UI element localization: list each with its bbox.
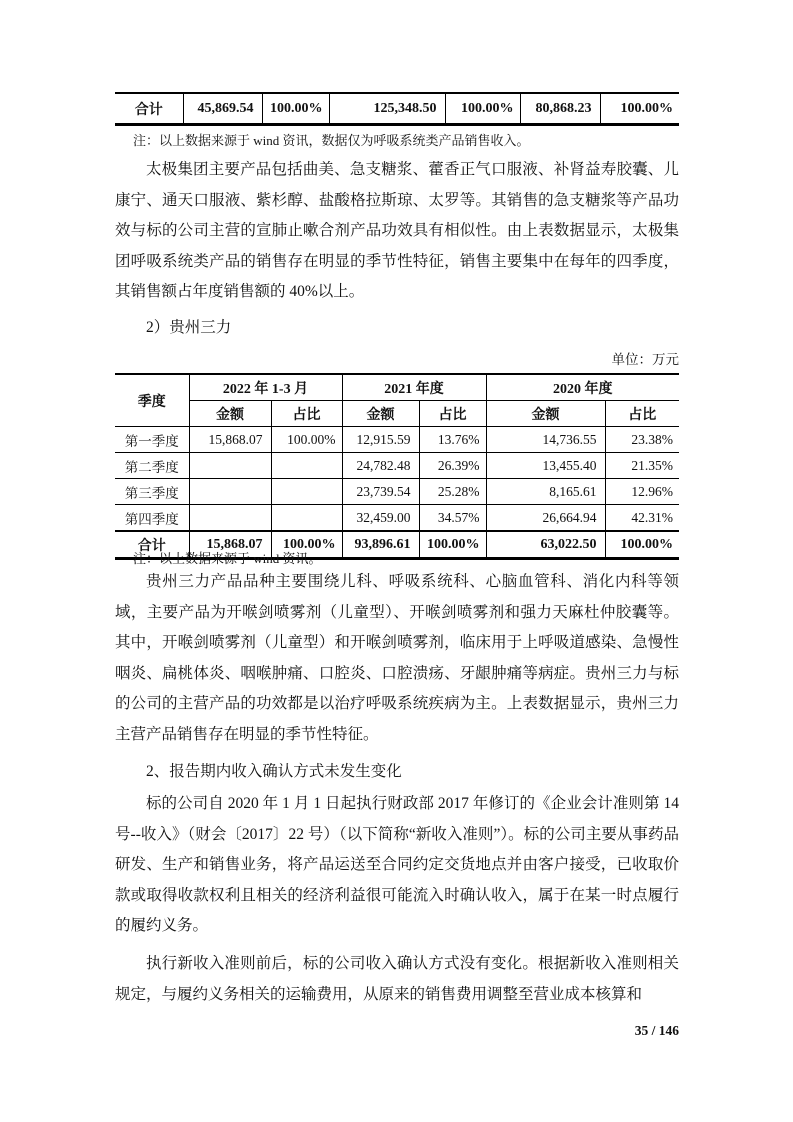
table-row xyxy=(115,505,679,532)
table-row xyxy=(115,453,679,479)
cell-ratio: 100.00% xyxy=(271,427,342,453)
cell-amount: 93,896.61 xyxy=(342,531,419,559)
cell-amount: 15,868.07 xyxy=(189,427,271,453)
cell-amount xyxy=(189,505,271,532)
paragraph-taiji: 太极集团主要产品包括曲美、急支糖浆、藿香正气口服液、补肾益寿胶囊、儿康宁、通天口服液、紫杉醇、盐酸格拉斯琼、太罗等。其销售的急支糖浆等产品功效与标的公司主营的宣肺止嗽合剂产品功效具有相似性。由上表数据显示，太极集团呼吸系统类产品的销售存在明显的季节性特征，销售主要集中在每年的四季度，其销售额占年度销售额的 40%以上。 xyxy=(115,161,679,301)
cell-ratio: 100.00% xyxy=(605,531,679,559)
cell-ratio: 100.00% xyxy=(271,531,342,559)
cell-amount: 26,664.94 xyxy=(486,505,605,532)
cell-amount: 15,868.07 xyxy=(189,531,271,559)
cell-ratio: 100.00% xyxy=(262,93,329,125)
table-row xyxy=(115,479,679,505)
header-quarter: 季度 xyxy=(115,374,189,427)
subheader-ratio: 占比 xyxy=(419,401,486,427)
unit-label: 单位：万元 xyxy=(611,352,679,367)
row-label: 合计 xyxy=(115,93,183,125)
cell-ratio: 13.76% xyxy=(419,427,486,453)
row-label: 第三季度 xyxy=(115,479,189,505)
header-period-2022: 2022 年 1-3 月 xyxy=(189,374,342,401)
cell-amount: 14,736.55 xyxy=(486,427,605,453)
taiji-total-table xyxy=(115,92,679,126)
guizhou-sanli-quarterly-table xyxy=(115,373,679,560)
paragraph-guizhou: 贵州三力产品品种主要围绕儿科、呼吸系统科、心脑血管科、消化内科等领域，主要产品为开喉剑喷雾剂（儿童型）、开喉剑喷雾剂和强力天麻杜仲胶囊等。其中，开喉剑喷雾剂（儿童型）和开喉剑喷雾剂，临床用于上呼吸道感染、急慢性咽炎、扁桃体炎、咽喉肿痛、口腔炎、口腔溃疡、牙龈肿痛等病症。贵州三力与标的公司的主营产品的功效都是以治疗呼吸系统疾病为主。上表数据显示，贵州三力主营产品销售存在明显的季节性特征。 xyxy=(115,573,679,743)
cell-amount xyxy=(189,479,271,505)
section-heading-revenue: 2、报告期内收入确认方式未发生变化 xyxy=(146,763,402,780)
cell-ratio: 25.28% xyxy=(419,479,486,505)
cell-amount: 8,165.61 xyxy=(486,479,605,505)
table-subheader-row xyxy=(115,401,679,427)
table-header-row xyxy=(115,374,679,401)
cell-amount: 80,868.23 xyxy=(520,93,600,125)
row-label: 第二季度 xyxy=(115,453,189,479)
table-note: 注：以上数据来源于 wind 资讯，数据仅为呼吸系统类产品销售收入。 xyxy=(133,133,530,148)
cell-amount: 32,459.00 xyxy=(342,505,419,532)
header-period-2020: 2020 年度 xyxy=(486,374,679,401)
subheader-amount: 金额 xyxy=(342,401,419,427)
cell-amount: 24,782.48 xyxy=(342,453,419,479)
cell-amount: 13,455.40 xyxy=(486,453,605,479)
cell-ratio: 100.00% xyxy=(600,93,679,125)
cell-amount xyxy=(189,453,271,479)
subheader-ratio: 占比 xyxy=(605,401,679,427)
cell-ratio: 100.00% xyxy=(419,531,486,559)
cell-ratio xyxy=(271,505,342,532)
cell-ratio: 34.57% xyxy=(419,505,486,532)
header-period-2021: 2021 年度 xyxy=(342,374,486,401)
cell-ratio: 21.35% xyxy=(605,453,679,479)
cell-ratio: 42.31% xyxy=(605,505,679,532)
table-note: 注：以上数据来源于 wind 资讯。 xyxy=(133,551,322,566)
cell-ratio: 12.96% xyxy=(605,479,679,505)
cell-amount: 23,739.54 xyxy=(342,479,419,505)
row-label: 第一季度 xyxy=(115,427,189,453)
row-label: 第四季度 xyxy=(115,505,189,532)
subheader-amount: 金额 xyxy=(486,401,605,427)
cell-ratio: 23.38% xyxy=(605,427,679,453)
cell-amount: 12,915.59 xyxy=(342,427,419,453)
row-label: 合计 xyxy=(115,531,189,559)
section-heading-guizhou: 2）贵州三力 xyxy=(146,319,232,336)
page-number: 35 / 146 xyxy=(634,1023,679,1038)
cell-amount: 45,869.54 xyxy=(183,93,262,125)
cell-amount: 63,022.50 xyxy=(486,531,605,559)
subheader-ratio: 占比 xyxy=(271,401,342,427)
cell-ratio: 26.39% xyxy=(419,453,486,479)
cell-ratio xyxy=(271,479,342,505)
cell-ratio xyxy=(271,453,342,479)
table-row xyxy=(115,427,679,453)
subheader-amount: 金额 xyxy=(189,401,271,427)
paragraph-revenue-change: 执行新收入准则前后，标的公司收入确认方式没有变化。根据新收入准则相关规定，与履约义务相关的运输费用，从原来的销售费用调整至营业成本核算和 xyxy=(115,955,679,1003)
cell-amount: 125,348.50 xyxy=(329,93,445,125)
paragraph-revenue-policy: 标的公司自 2020 年 1 月 1 日起执行财政部 2017 年修订的《企业会计准则第 14 号--收入》（财会〔2017〕22 号）（以下简称“新收入准则”）。标的公司主要从事药品研发、生产和销售业务，将产品运送至合同约定交货地点并由客户接受，已收取价款或取得收款权利且相关的经济利益很可能流入时确认收入，属于在某一时点履行的履约义务。 xyxy=(115,795,679,935)
cell-ratio: 100.00% xyxy=(445,93,520,125)
table-row xyxy=(115,93,679,125)
